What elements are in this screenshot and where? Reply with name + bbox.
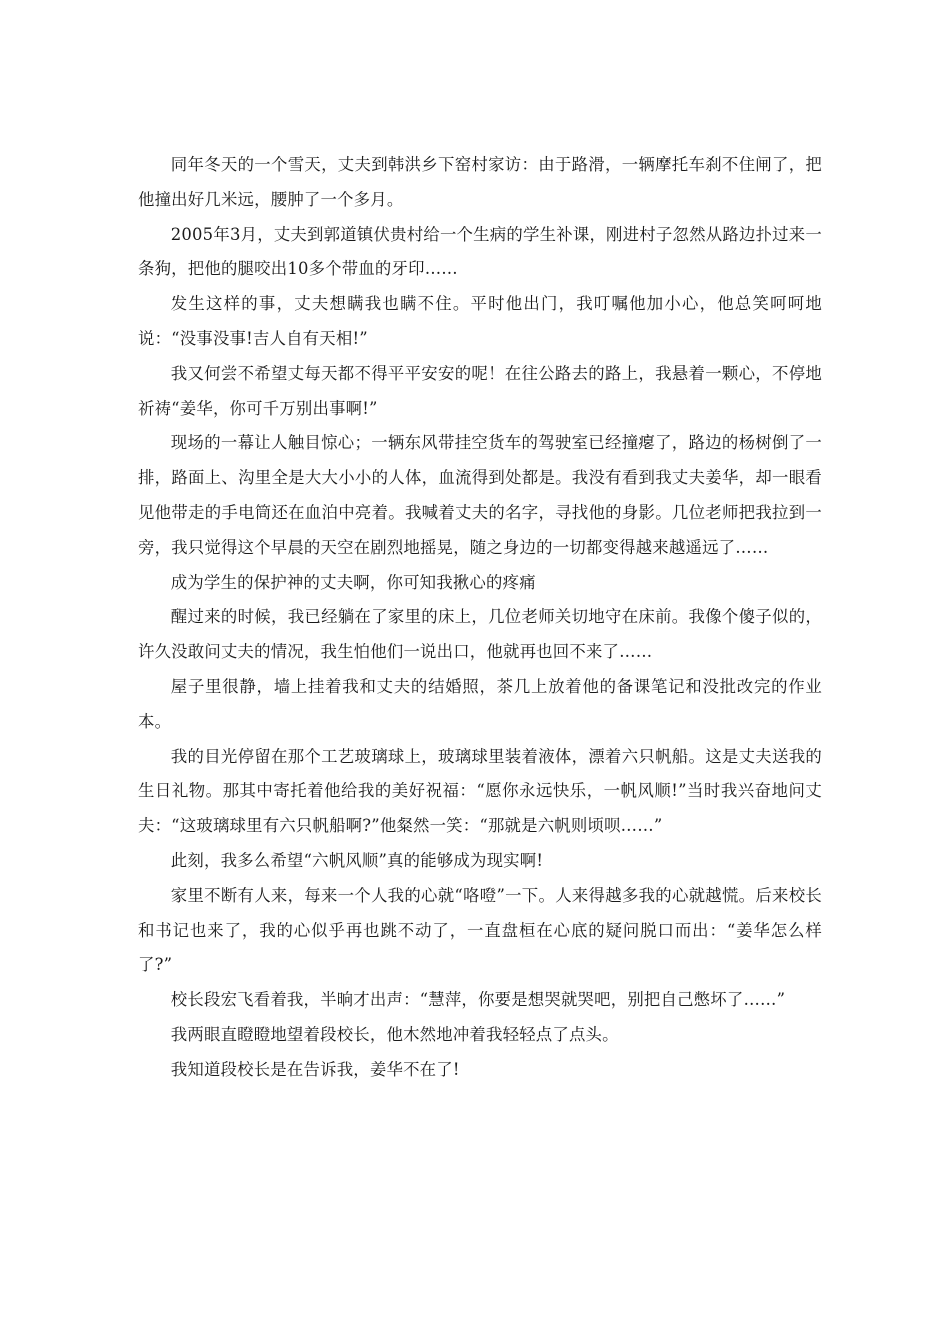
paragraph: 同年冬天的一个雪天，丈夫到韩洪乡下窑村家访：由于路滑，一辆摩托车刹不住闸了，把他撞出好几米远，腰肿了一个多月。 xyxy=(138,155,822,209)
paragraph: 我两眼直瞪瞪地望着段校长，他木然地冲着我轻轻点了点头。 xyxy=(170,1024,619,1044)
paragraph: 发生这样的事，丈夫想瞒我也瞒不住。平时他出门，我叮嘱他加小心，他总笑呵呵地说：“没事没事!吉人自有天相!” xyxy=(138,294,822,348)
document-body xyxy=(138,148,822,1088)
paragraph: 屋子里很静，墙上挂着我和丈夫的结婚照，茶几上放着他的备课笔记和没批改完的作业本。 xyxy=(138,676,822,731)
paragraph: 2005年3月，丈夫到郭道镇伏贵村给一个生病的学生补课，刚进村子忽然从路边扑过来一条狗，把他的腿咬出10多个带血的牙印…… xyxy=(138,224,822,279)
paragraph: 现场的一幕让人触目惊心；一辆东风带挂空货车的驾驶室已经撞瘪了，路边的杨树倒了一排，路面上、沟里全是大大小小的人体，血流得到处都是。我没有看到我丈夫姜华，却一眼看见他带走的手电筒还在血泊中亮着。我喊着丈夫的名字，寻找他的身影。几位老师把我拉到一旁，我只觉得这个早晨的天空在剧烈地摇晃，随之身边的一切都变得越来越遥远了…… xyxy=(138,433,822,557)
paragraph: 校长段宏飞看着我，半晌才出声：“慧萍，你要是想哭就哭吧，别把自己憋坏了……” xyxy=(170,990,786,1010)
paragraph: 我知道段校长是在告诉我，姜华不在了! xyxy=(170,1059,460,1079)
section-heading: 成为学生的保护神的丈夫啊，你可知我揪心的疼痛 xyxy=(170,572,536,592)
paragraph: 此刻，我多么希望“六帆风顺”真的能够成为现实啊! xyxy=(170,850,544,870)
paragraph: 家里不断有人来，每来一个人我的心就“咯噔”一下。人来得越多我的心就越慌。后来校长和书记也来了，我的心似乎再也跳不动了，一直盘桓在心底的疑问脱口而出：“姜华怎么样了?” xyxy=(138,885,822,975)
paragraph: 我的目光停留在那个工艺玻璃球上，玻璃球里装着液体，漂着六只帆船。这是丈夫送我的生日礼物。那其中寄托着他给我的美好祝福：“愿你永远快乐，一帆风顺!”当时我兴奋地问丈夫：“这玻璃球里有六只帆船啊?”他粲然一笑：“那就是六帆则顷呗……” xyxy=(138,746,822,836)
paragraph: 醒过来的时候，我已经躺在了家里的床上，几位老师关切地守在床前。我像个傻子似的，许久没敢问丈夫的情况，我生怕他们一说出口，他就再也回不来了…… xyxy=(138,607,822,662)
paragraph: 我又何尝不希望丈每天都不得平平安安的呢！在往公路去的路上，我悬着一颗心，不停地祈祷“姜华，你可千万别出事啊!” xyxy=(138,363,822,418)
